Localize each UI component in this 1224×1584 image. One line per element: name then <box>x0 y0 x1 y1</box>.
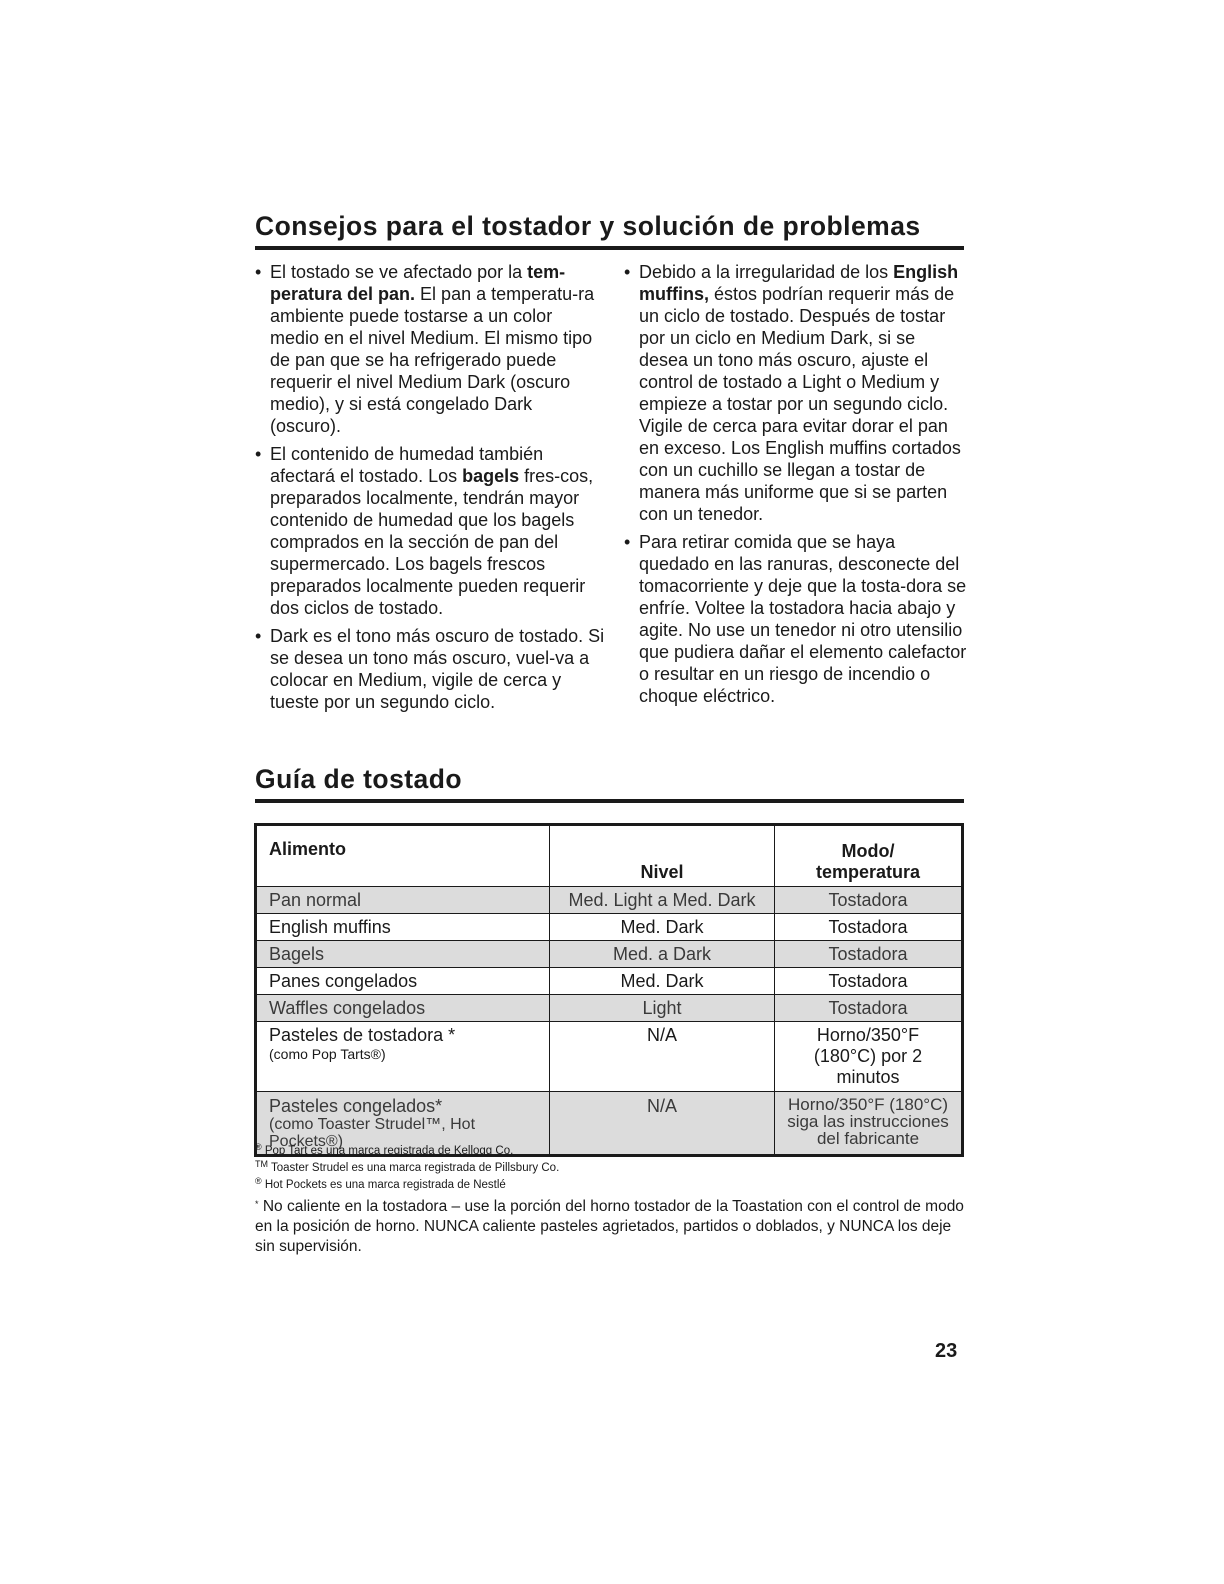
guide-rule <box>255 799 964 803</box>
mode-cell: Horno/350°F (180°C) por 2 minutos <box>775 1022 963 1092</box>
food-name: Pasteles congelados* <box>269 1096 443 1116</box>
header-nivel: Nivel <box>550 825 775 887</box>
level-cell: N/A <box>550 1022 775 1092</box>
mode-cell: Horno/350°F (180°C) siga las instrucciones del fabricante <box>775 1092 963 1156</box>
food-cell: Pan normal <box>256 887 550 914</box>
table-row <box>256 887 963 914</box>
table-row <box>256 995 963 1022</box>
mode-cell: Tostadora <box>775 968 963 995</box>
title-rule <box>255 246 964 250</box>
table-row <box>256 914 963 941</box>
level-cell: N/A <box>550 1092 775 1156</box>
food-example: (como Pop Tarts®) <box>269 1046 386 1062</box>
tip-paragraph: • Dark es el tono más oscuro de tostado. Si se desea un tono más oscuro, vuel-va a colocar en Medium, vigile de cerca y tueste por un segundo ciclo. <box>255 625 605 713</box>
tips-right-column <box>624 261 969 713</box>
food-cell <box>256 1022 550 1092</box>
safety-note: * No caliente en la tostadora – use la porción del horno tostador de la Toastation con el control de modo en la posición de horno. NUNCA caliente pasteles agrietados, partidos o doblados, y NUNCA los deje sin supervisión. <box>255 1198 964 1255</box>
table-row <box>256 941 963 968</box>
footnote: ™ Toaster Strudel es una marca registrada de Pillsbury Co. <box>255 1159 560 1174</box>
table-header-row <box>256 825 963 887</box>
level-cell: Light <box>550 995 775 1022</box>
tip-paragraph: • Debido a la irregularidad de los English muffins, éstos podrían requerir más de un ciclo de tostado. Después de tostar por un ciclo en Medium Dark, si se desea un tono más oscuro, ajuste el control de tostado a Light o Medium y empieze a tostar por un segundo ciclo. Vigile de cerca para evitar dorar el pan en exceso. Los English muffins cortados con un cuchillo se llegan a tostar de manera más uniforme que si se parten con un tenedor. <box>624 261 969 525</box>
header-modo: Modo/ temperatura <box>775 825 963 887</box>
table-row <box>256 968 963 995</box>
toasting-guide-table <box>254 823 964 1157</box>
level-cell: Med. Dark <box>550 968 775 995</box>
table-row <box>256 1022 963 1092</box>
food-cell: Panes congelados <box>256 968 550 995</box>
food-cell: Bagels <box>256 941 550 968</box>
food-cell: English muffins <box>256 914 550 941</box>
footnote: ® Pop Tart es una marca registrada de Kellogg Co. <box>255 1142 514 1157</box>
page-number: 23 <box>935 1340 958 1362</box>
tips-left-column <box>255 261 605 719</box>
level-cell: Med. Light a Med. Dark <box>550 887 775 914</box>
mode-cell: Tostadora <box>775 995 963 1022</box>
food-example: (como Toaster Strudel™, Hot Pockets®) <box>269 1116 476 1150</box>
food-name: Pasteles de tostadora * <box>269 1025 456 1045</box>
section-title-tips: Consejos para el tostador y solución de problemas <box>255 211 921 241</box>
level-cell: Med. Dark <box>550 914 775 941</box>
mode-cell: Tostadora <box>775 941 963 968</box>
mode-cell: Tostadora <box>775 887 963 914</box>
food-cell: Waffles congelados <box>256 995 550 1022</box>
tip-paragraph: • El contenido de humedad también afectará el tostado. Los bagels fres-cos, preparados localmente, tendrán mayor contenido de humedad que los bagels comprados en la sección de pan del supermercado. Los bagels frescos preparados localmente pueden requerir dos ciclos de tostado. <box>255 443 605 619</box>
tip-paragraph: • Para retirar comida que se haya quedado en las ranuras, desconecte del tomacorriente y deje que la tosta-dora se enfríe. Voltee la tostadora hacia abajo y agite. No use un tenedor ni otro utensilio que pudiera dañar el elemento calefactor o resultar en un riesgo de incendio o choque eléctrico. <box>624 531 969 707</box>
mode-cell: Tostadora <box>775 914 963 941</box>
section-title-guide: Guía de tostado <box>255 764 462 794</box>
tip-paragraph: • El tostado se ve afectado por la tem-peratura del pan. El pan a temperatu-ra ambiente puede tostarse a un color medio en el nivel Medium. El mismo tipo de pan que se ha refrigerado puede requerir el nivel Medium Dark (oscuro medio), y si está congelado Dark (oscuro). <box>255 261 605 437</box>
header-alimento: Alimento <box>256 825 550 887</box>
footnote: ® Hot Pockets es una marca registrada de Nestlé <box>255 1176 506 1191</box>
level-cell: Med. a Dark <box>550 941 775 968</box>
